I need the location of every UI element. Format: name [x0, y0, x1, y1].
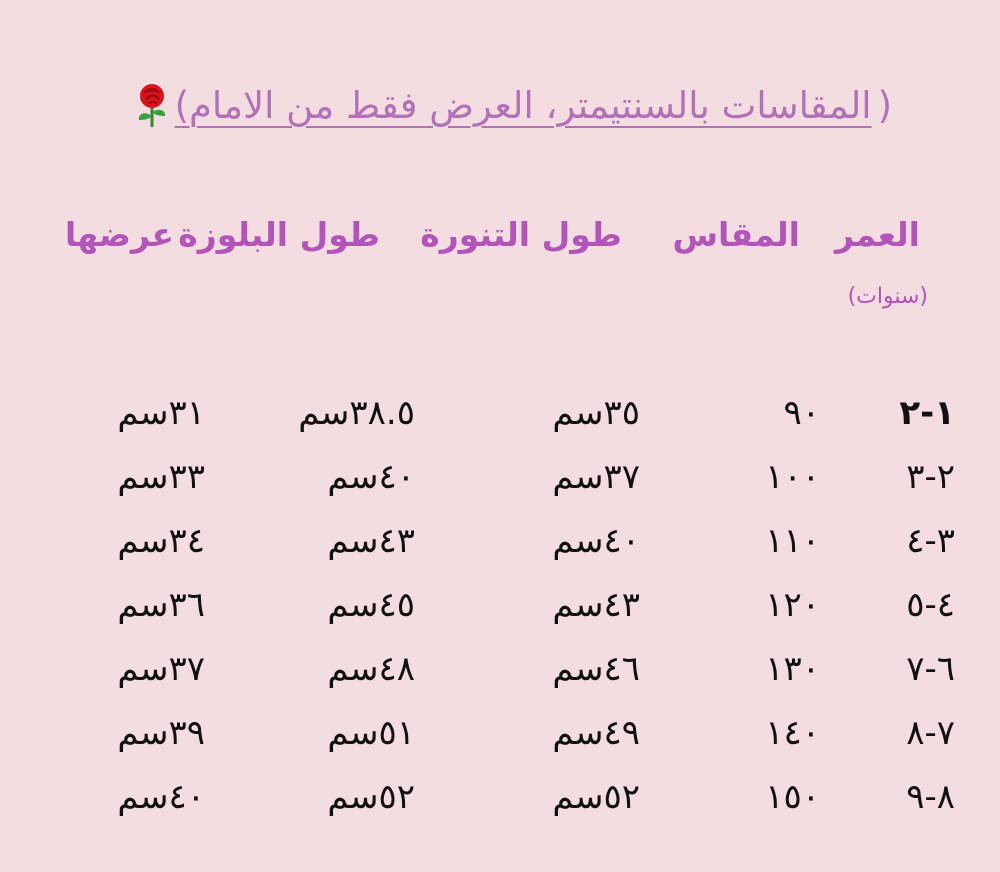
cell-size: ١٤٠: [765, 713, 820, 753]
header-width: عرضها: [64, 215, 174, 254]
cell-age: ٦-٧: [906, 649, 955, 689]
cell-size: ١٥٠: [765, 777, 820, 817]
cell-blouse-length: ٤٠سم: [327, 457, 415, 497]
cell-blouse-length: ٣٨.٥سم: [298, 393, 415, 433]
cell-width: ٣٤سم: [117, 521, 205, 561]
table-row: [0, 777, 1000, 827]
table-row: [0, 457, 1000, 507]
cell-age: ٨-٩: [906, 777, 955, 817]
page-title: [135, 82, 892, 128]
cell-size: ١١٠: [765, 521, 820, 561]
cell-blouse-length: ٤٨سم: [327, 649, 415, 689]
cell-blouse-length: ٥٢سم: [327, 777, 415, 817]
cell-skirt-length: ٤٣سم: [552, 585, 640, 625]
cell-width: ٣٦سم: [117, 585, 205, 625]
table-row: [0, 521, 1000, 571]
cell-age: ٢-٣: [906, 457, 955, 497]
title-text: المقاسات بالسنتيمتر، العرض فقط من الامام): [174, 83, 872, 127]
cell-skirt-length: ٤٠سم: [552, 521, 640, 561]
cell-skirt-length: ٣٧سم: [552, 457, 640, 497]
rose-icon: [135, 82, 169, 128]
cell-size: ١٢٠: [765, 585, 820, 625]
cell-age: ١-٢: [899, 393, 955, 433]
cell-blouse-length: ٤٣سم: [327, 521, 415, 561]
header-age-unit: (سنوات): [847, 284, 928, 309]
cell-size: ١٠٠: [765, 457, 820, 497]
cell-age: ٤-٥: [906, 585, 955, 625]
cell-skirt-length: ٣٥سم: [552, 393, 640, 433]
cell-skirt-length: ٤٦سم: [552, 649, 640, 689]
cell-skirt-length: ٤٩سم: [552, 713, 640, 753]
cell-blouse-length: ٥١سم: [327, 713, 415, 753]
cell-width: ٣٧سم: [117, 649, 205, 689]
cell-width: ٣٣سم: [117, 457, 205, 497]
cell-age: ٣-٤: [906, 521, 955, 561]
header-size: المقاس: [672, 215, 800, 254]
table-row: [0, 585, 1000, 635]
table-row: [0, 393, 1000, 443]
header-blouse-length: طول البلوزة: [178, 215, 380, 254]
header-skirt-length: طول التنورة: [420, 215, 622, 254]
cell-skirt-length: ٥٢سم: [552, 777, 640, 817]
title-open-paren: (: [877, 83, 892, 127]
table-row: [0, 649, 1000, 699]
cell-size: ٩٠: [783, 393, 820, 433]
cell-age: ٧-٨: [906, 713, 955, 753]
cell-width: ٣١سم: [117, 393, 205, 433]
cell-size: ١٣٠: [765, 649, 820, 689]
cell-blouse-length: ٤٥سم: [327, 585, 415, 625]
table-row: [0, 713, 1000, 763]
cell-width: ٤٠سم: [117, 777, 205, 817]
header-age: العمر: [835, 215, 920, 254]
cell-width: ٣٩سم: [117, 713, 205, 753]
